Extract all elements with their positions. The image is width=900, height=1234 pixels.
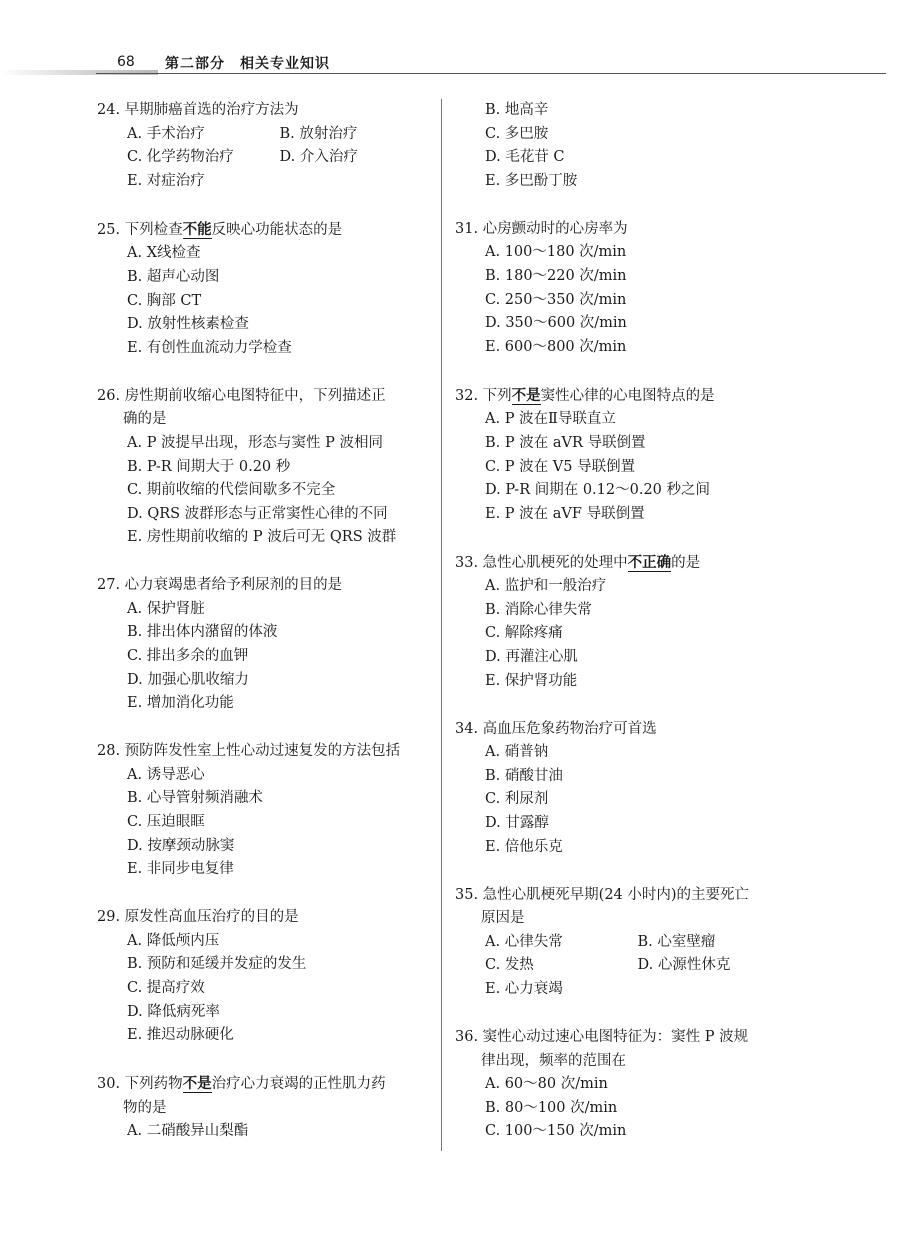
question-29 (97, 906, 432, 1048)
left-column (97, 99, 432, 1144)
question-32 (455, 384, 790, 527)
page-header (0, 52, 900, 76)
option-c: C. 排出多余的血钾 (127, 648, 249, 665)
option-b: B. 地高辛 (485, 102, 549, 118)
option-c: C. 利尿剂 (485, 791, 549, 808)
question-36 (455, 1026, 790, 1144)
option-b: B. 180～220 次/min (485, 267, 627, 284)
option-a: A. X线检查 (127, 245, 201, 262)
option-b: B. 硝酸甘油 (485, 767, 563, 784)
stem-text: 的是 (671, 554, 701, 571)
option-d: D. 降低病死率 (127, 1003, 220, 1020)
question-stem-cont: 确的是 (123, 411, 167, 428)
option-d: D. 加强心肌收缩力 (127, 671, 249, 688)
question-35 (455, 884, 790, 1002)
emphasis-text: 不是 (182, 1075, 212, 1093)
option-c: C. 化学药物治疗 (127, 149, 234, 166)
option-c: C. 多巴胺 (485, 125, 549, 142)
option-a: A. 二硝酸异山梨酯 (127, 1123, 249, 1140)
option-a: A. P 波提早出现，形态与窦性 P 波相同 (127, 434, 384, 451)
option-e: E. 心力衰竭 (485, 980, 563, 997)
option-e: E. 多巴酚丁胺 (485, 172, 578, 189)
question-27 (97, 574, 432, 716)
question-stem-cont: 原因是 (481, 910, 525, 927)
option-b: B. 放射治疗 (279, 125, 358, 142)
option-e: E. 房性期前收缩的 P 波后可无 QRS 波群 (127, 529, 397, 546)
question-25 (97, 218, 432, 361)
option-d: D. P-R 间期在 0.12～0.20 秒之间 (485, 482, 711, 499)
option-e: E. P 波在 aVF 导联倒置 (485, 505, 645, 522)
option-b: B. 排出体内潴留的体液 (127, 624, 278, 641)
stem-text: 窦性心律的心电图特点的是 (540, 387, 715, 404)
option-e: E. 非同步电复律 (127, 861, 234, 878)
option-d: D. 放射性核素检查 (127, 316, 249, 333)
section-title: 第二部分 相关专业知识 (165, 56, 330, 72)
stem-text: 33. 急性心肌梗死的处理中 (455, 554, 628, 571)
column-divider (441, 99, 442, 1151)
option-c: C. 期前收缩的代偿间歇多不完全 (127, 482, 336, 499)
option-row (97, 123, 432, 147)
option-b: B. 80～100 次/min (485, 1099, 618, 1116)
question-stem: 31. 心房颤动时的心房率为 (455, 220, 628, 237)
question-30 (97, 1072, 432, 1144)
option-c: C. P 波在 V5 导联倒置 (485, 458, 636, 475)
option-b: B. 消除心律失常 (485, 601, 592, 618)
option-a: A. 60～80 次/min (485, 1076, 608, 1093)
emphasis-text: 不是 (511, 386, 541, 404)
question-stem (455, 384, 790, 409)
option-a: A. 心律失常 (485, 933, 563, 950)
option-b: B. 超声心动图 (127, 268, 220, 285)
option-b: B. 心室壁瘤 (637, 933, 716, 950)
option-e: E. 保护肾功能 (485, 672, 578, 689)
option-b: B. 预防和延缓并发症的发生 (127, 956, 307, 973)
question-stem: 24. 早期肺癌首选的治疗方法为 (97, 102, 299, 118)
option-a: A. 诱导恶心 (127, 766, 205, 783)
option-a: A. 监护和一般治疗 (485, 578, 607, 595)
option-e: E. 增加消化功能 (127, 695, 234, 712)
option-c: C. 250～350 次/min (485, 291, 627, 308)
question-stem: 27. 心力衰竭患者给予利尿剂的目的是 (97, 577, 343, 594)
option-c: C. 胸部 CT (127, 292, 202, 309)
emphasis-text: 不能 (182, 220, 212, 238)
option-d: D. 再灌注心肌 (485, 649, 578, 666)
option-e: E. 对症治疗 (127, 172, 205, 189)
option-a: A. 保护肾脏 (127, 600, 205, 617)
option-b: B. P-R 间期大于 0.20 秒 (127, 458, 291, 475)
question-stem (97, 218, 432, 243)
option-e: E. 有创性血流动力学检查 (127, 339, 292, 356)
option-c: C. 解除疼痛 (485, 625, 563, 642)
option-d: D. 介入治疗 (279, 149, 358, 166)
question-stem-cont: 律出现，频率的范围在 (481, 1052, 626, 1069)
option-e: E. 倍他乐克 (485, 838, 563, 855)
question-stem: 29. 原发性高血压治疗的目的是 (97, 909, 299, 926)
option-a: A. P 波在Ⅱ导联直立 (485, 411, 616, 428)
option-e: E. 600～800 次/min (485, 338, 627, 355)
question-stem (455, 551, 790, 576)
question-stem-cont: 物的是 (123, 1099, 167, 1116)
stem-text: 32. 下列 (455, 387, 512, 404)
option-d: D. QRS 波群形态与正常窦性心律的不同 (127, 505, 388, 522)
question-26 (97, 385, 432, 550)
option-b: B. 心导管射频消融术 (127, 790, 263, 807)
stem-text: 30. 下列药物 (97, 1076, 183, 1093)
question-28 (97, 740, 432, 882)
option-a: A. 手术治疗 (127, 125, 205, 142)
option-row (455, 954, 790, 978)
stem-text: 治疗心力衰竭的正性肌力药 (211, 1076, 386, 1093)
option-row (455, 931, 790, 955)
question-24 (97, 99, 432, 193)
option-d: D. 心源性休克 (637, 957, 731, 974)
header-rule (96, 73, 886, 74)
option-c: C. 发热 (485, 957, 534, 974)
question-30-continued (455, 99, 790, 193)
question-stem: 36. 窦性心动过速心电图特征为：窦性 P 波规 (455, 1028, 749, 1045)
option-a: A. 降低颅内压 (127, 932, 220, 949)
option-row (97, 146, 432, 170)
option-d: D. 甘露醇 (485, 815, 549, 831)
option-d: D. 毛花苷 C (485, 149, 565, 166)
question-stem (97, 1072, 432, 1097)
option-b: B. P 波在 aVR 导联倒置 (485, 434, 646, 451)
stem-text: 25. 下列检查 (97, 221, 183, 238)
question-stem: 34. 高血压危象药物治疗可首选 (455, 720, 657, 737)
question-34 (455, 718, 790, 860)
question-stem: 26. 房性期前收缩心电图特征中，下列描述正 (97, 387, 386, 404)
page-number: 68 (117, 54, 135, 70)
option-c: C. 100～150 次/min (485, 1123, 627, 1140)
option-c: C. 压迫眼眶 (127, 814, 205, 830)
option-d: D. 350～600 次/min (485, 315, 627, 332)
option-a: A. 100～180 次/min (485, 244, 627, 261)
emphasis-text: 不正确 (627, 553, 672, 571)
option-c: C. 提高疗效 (127, 979, 205, 996)
question-31 (455, 218, 790, 360)
right-column (455, 99, 790, 1144)
option-d: D. 按摩颈动脉窦 (127, 837, 235, 854)
stem-text: 反映心功能状态的是 (211, 221, 343, 238)
option-e: E. 推迟动脉硬化 (127, 1027, 234, 1044)
question-stem: 28. 预防阵发性室上性心动过速复发的方法包括 (97, 743, 401, 760)
option-a: A. 硝普钠 (485, 744, 549, 761)
question-stem: 35. 急性心肌梗死早期(24 小时内)的主要死亡 (455, 886, 750, 903)
question-33 (455, 551, 790, 694)
